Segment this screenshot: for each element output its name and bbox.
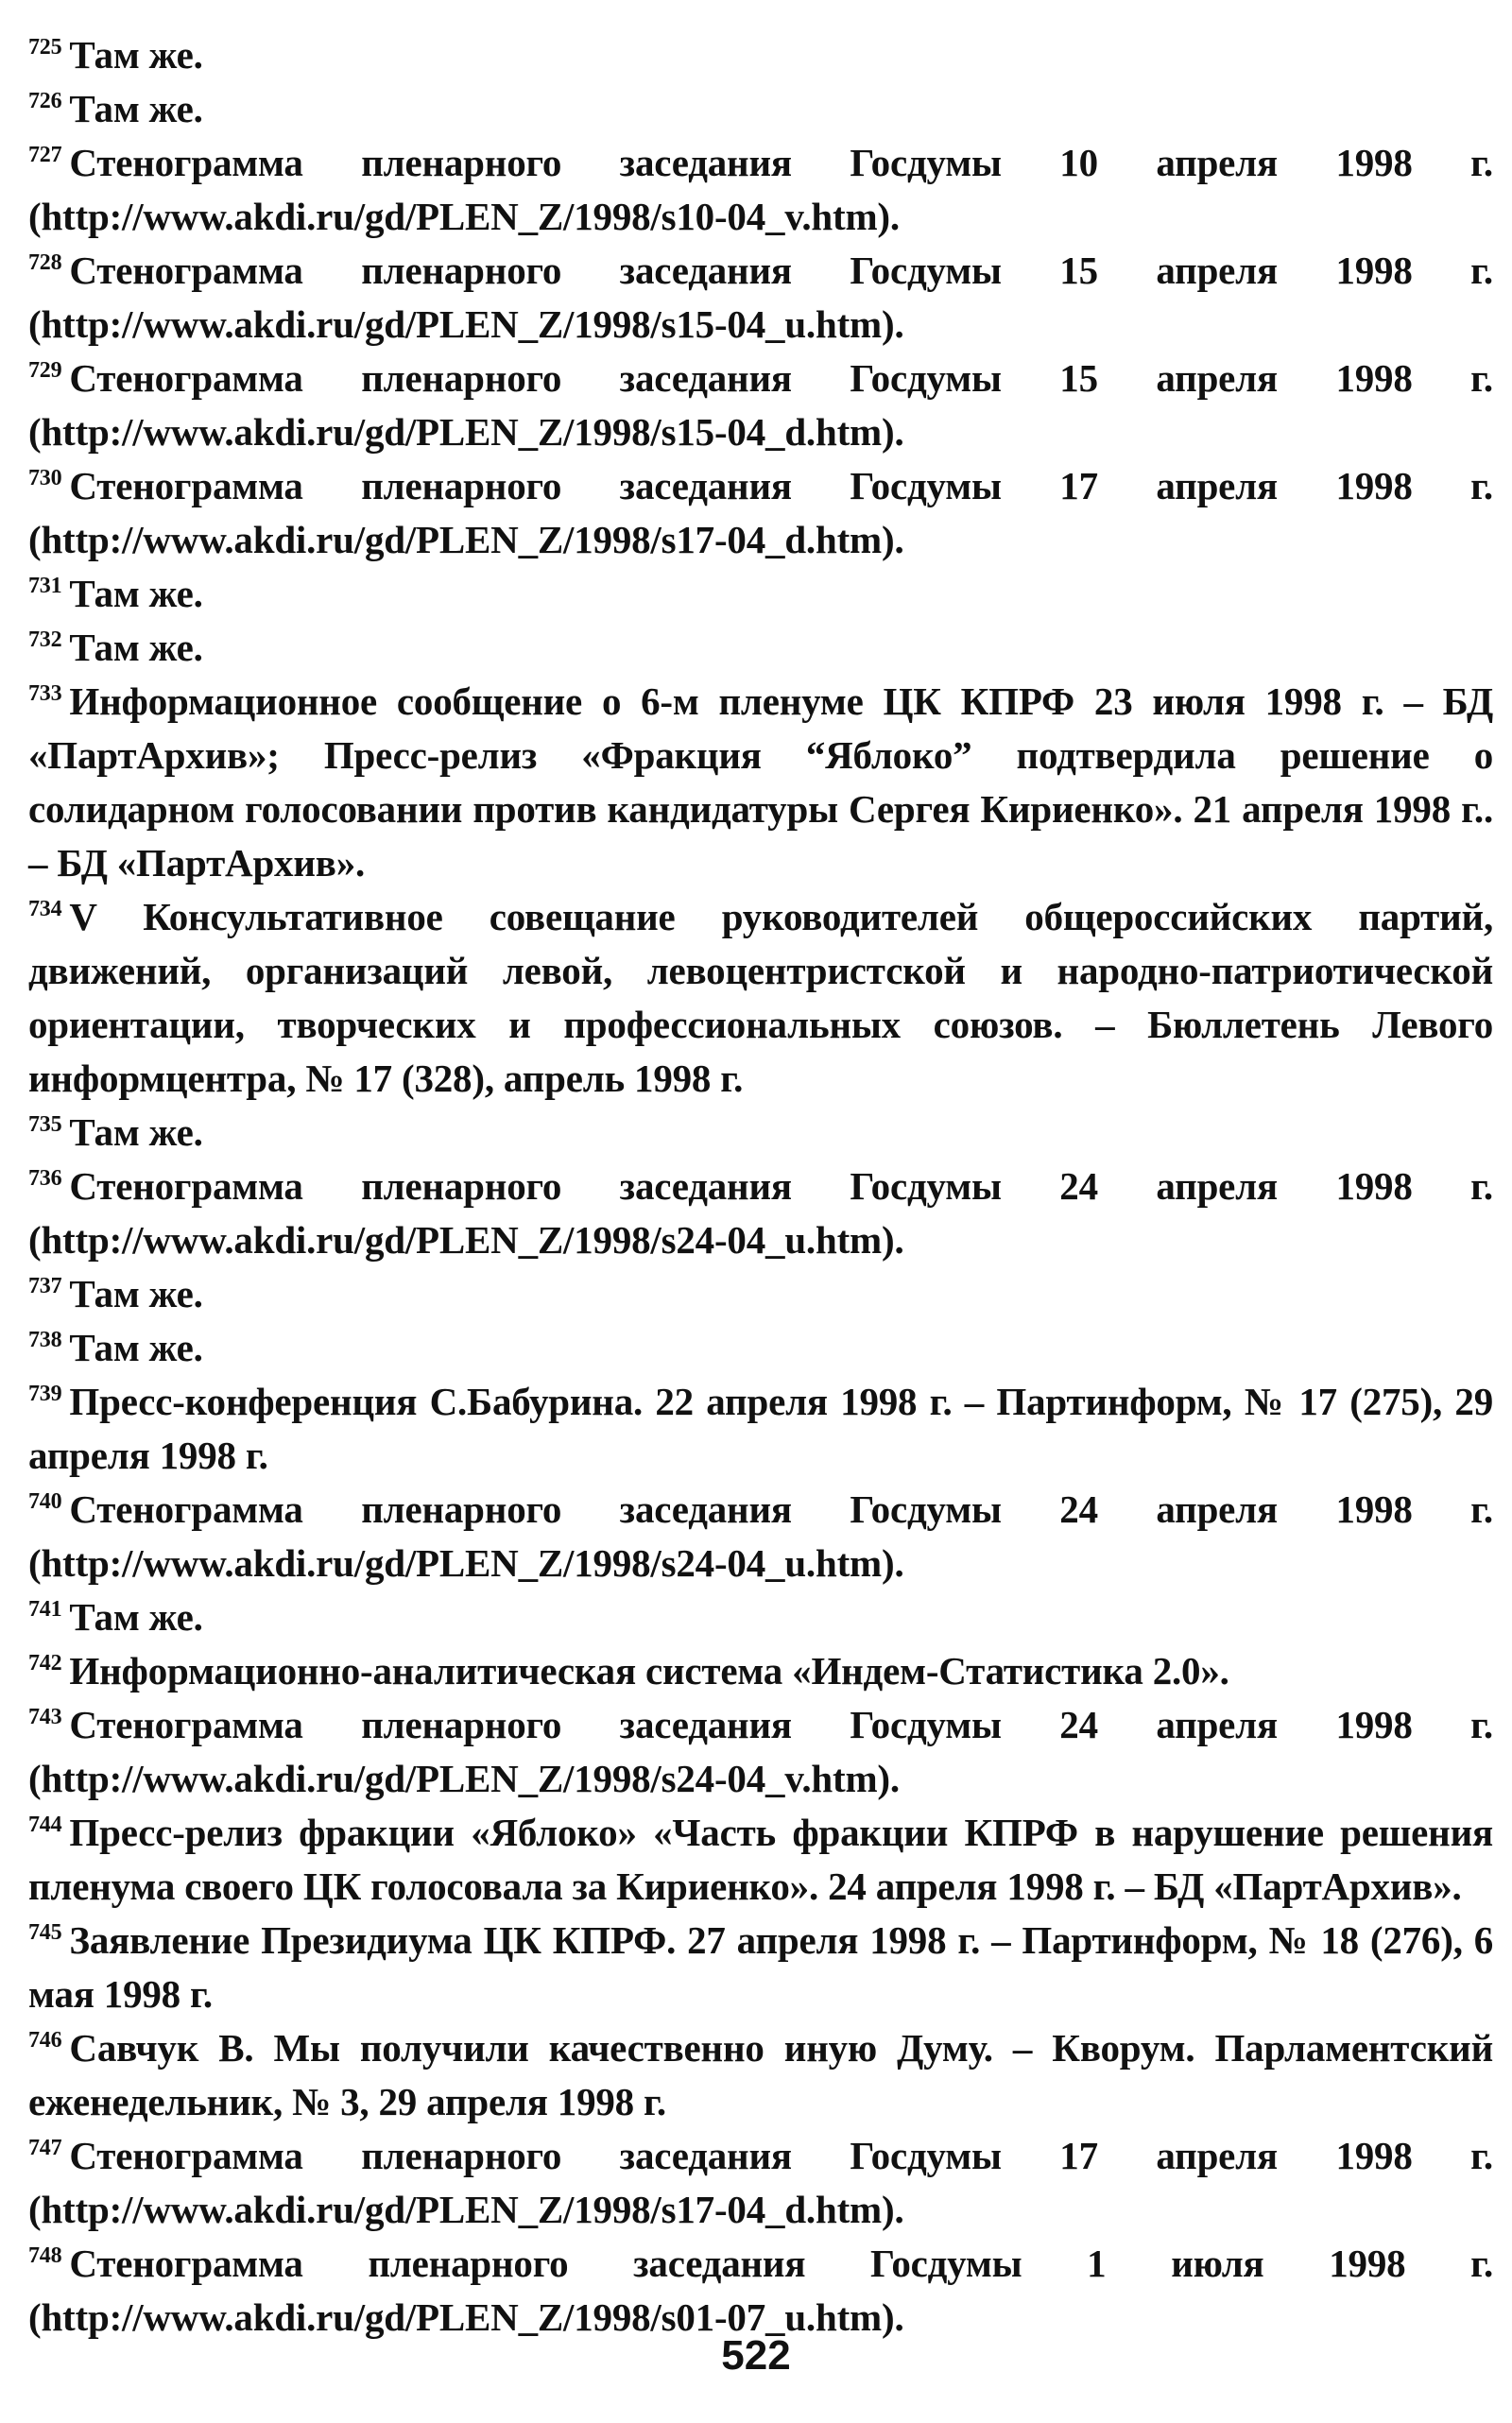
footnote-number: 738: [28, 1328, 62, 1352]
footnote-744: [28, 1806, 1493, 1914]
footnote-number: 736: [28, 1166, 62, 1191]
footnote-number: 728: [28, 250, 62, 275]
footnote-number: 729: [28, 358, 62, 383]
footnote-number: 745: [28, 1920, 62, 1945]
footnote-745: [28, 1914, 1493, 2021]
footnote-number: 727: [28, 143, 62, 167]
footnote-747: [28, 2129, 1493, 2237]
footnote-text: Савчук В. Мы получили качественно иную Думу. – Кворум. Парламентский еженедельник, № 3, 29 апреля 1998 г.: [28, 2026, 1493, 2123]
footnote-number: 730: [28, 466, 62, 490]
footnote-number: 725: [28, 35, 62, 60]
footnote-text: Стенограмма пленарного заседания Госдумы 24 апреля 1998 г. (http://www.akdi.ru/gd/PLEN_Z/1998/s24-04_v.htm).: [28, 1703, 1493, 1800]
footnotes-page: [28, 28, 1493, 2339]
footnote-740: [28, 1483, 1493, 1590]
footnote-748: [28, 2237, 1493, 2345]
footnote-number: 734: [28, 897, 62, 921]
footnote-number: 739: [28, 1382, 62, 1406]
footnote-text: V Консультативное совещание руководителей общероссийских партий, движений, организаций левой, левоцентристской и народно-патриотической ориентации, творческих и профессиональных союзов. – Бюллетень Левого информцентра, № 17 (328), апрель 1998 г.: [28, 895, 1493, 1100]
footnote-text: Там же.: [69, 572, 203, 615]
footnote-726: [28, 82, 1493, 136]
footnote-text: Стенограмма пленарного заседания Госдумы 1 июля 1998 г. (http://www.akdi.ru/gd/PLEN_Z/1998/s01-07_u.htm).: [28, 2242, 1493, 2339]
footnote-number: 742: [28, 1651, 62, 1675]
footnote-number: 735: [28, 1112, 62, 1137]
footnote-number: 733: [28, 681, 62, 706]
footnote-text: Там же.: [69, 1326, 203, 1369]
footnote-text: Там же.: [69, 1272, 203, 1315]
page-number: 522: [721, 2332, 791, 2379]
footnote-739: [28, 1375, 1493, 1483]
footnote-number: 740: [28, 1489, 62, 1514]
footnote-text: Информационно-аналитическая система «Индем-Статистика 2.0».: [69, 1649, 1229, 1693]
footnote-730: [28, 459, 1493, 567]
footnote-number: 737: [28, 1274, 62, 1298]
footnote-738: [28, 1321, 1493, 1375]
footnote-number: 741: [28, 1597, 62, 1622]
footnote-text: Заявление Президиума ЦК КПРФ. 27 апреля 1998 г. – Партинформ, № 18 (276), 6 мая 1998 г.: [28, 1918, 1493, 2016]
footnote-737: [28, 1267, 1493, 1321]
footnote-735: [28, 1106, 1493, 1160]
footnote-number: 732: [28, 627, 62, 652]
footnote-742: [28, 1644, 1493, 1698]
footnote-list: [28, 28, 1493, 2345]
footnote-text: Стенограмма пленарного заседания Госдумы 15 апреля 1998 г. (http://www.akdi.ru/gd/PLEN_Z/1998/s15-04_u.htm).: [28, 249, 1493, 346]
footnote-728: [28, 244, 1493, 352]
footnote-text: Пресс-релиз фракции «Яблоко» «Часть фракции КПРФ в нарушение решения пленума своего ЦК голосовала за Кириенко». 24 апреля 1998 г. – БД «ПартАрхив».: [28, 1811, 1493, 1908]
footnote-number: 748: [28, 2243, 62, 2268]
footnote-text: Стенограмма пленарного заседания Госдумы 15 апреля 1998 г. (http://www.akdi.ru/gd/PLEN_Z/1998/s15-04_d.htm).: [28, 356, 1493, 454]
footnote-741: [28, 1590, 1493, 1644]
footnote-text: Информационное сообщение о 6-м пленуме ЦК КПРФ 23 июля 1998 г. – БД «ПартАрхив»; Пресс-релиз «Фракция “Яблоко” подтвердила решение о солидарном голосовании против кандидатуры Сергея Кириенко». 21 апреля 1998 г.. – БД «ПартАрхив».: [28, 679, 1493, 885]
footnote-743: [28, 1698, 1493, 1806]
footnote-732: [28, 621, 1493, 675]
footnote-text: Стенограмма пленарного заседания Госдумы 24 апреля 1998 г. (http://www.akdi.ru/gd/PLEN_Z/1998/s24-04_u.htm).: [28, 1487, 1493, 1585]
footnote-text: Там же.: [69, 87, 203, 130]
footnote-text: Там же.: [69, 626, 203, 669]
footnote-734: [28, 890, 1493, 1106]
footnote-text: Стенограмма пленарного заседания Госдумы 17 апреля 1998 г. (http://www.akdi.ru/gd/PLEN_Z/1998/s17-04_d.htm).: [28, 464, 1493, 561]
footnote-725: [28, 28, 1493, 82]
footnote-727: [28, 136, 1493, 244]
footnote-733: [28, 675, 1493, 890]
footnote-number: 744: [28, 1813, 62, 1837]
footnote-text: Стенограмма пленарного заседания Госдумы 17 апреля 1998 г. (http://www.akdi.ru/gd/PLEN_Z/1998/s17-04_d.htm).: [28, 2134, 1493, 2231]
footnote-number: 747: [28, 2136, 62, 2160]
footnote-731: [28, 567, 1493, 621]
footnote-text: Стенограмма пленарного заседания Госдумы 24 апреля 1998 г. (http://www.akdi.ru/gd/PLEN_Z/1998/s24-04_u.htm).: [28, 1164, 1493, 1262]
footnote-number: 726: [28, 89, 62, 113]
footnote-text: Стенограмма пленарного заседания Госдумы 10 апреля 1998 г. (http://www.akdi.ru/gd/PLEN_Z/1998/s10-04_v.htm).: [28, 141, 1493, 238]
footnote-text: Пресс-конференция С.Бабурина. 22 апреля 1998 г. – Партинформ, № 17 (275), 29 апреля 1998 г.: [28, 1380, 1493, 1477]
footnote-number: 746: [28, 2028, 62, 2053]
footnote-number: 743: [28, 1705, 62, 1729]
footnote-text: Там же.: [69, 1110, 203, 1154]
footnote-746: [28, 2021, 1493, 2129]
footnote-729: [28, 352, 1493, 459]
footnote-736: [28, 1160, 1493, 1267]
footnote-text: Там же.: [69, 33, 203, 77]
footnote-text: Там же.: [69, 1595, 203, 1639]
footnote-number: 731: [28, 574, 62, 598]
